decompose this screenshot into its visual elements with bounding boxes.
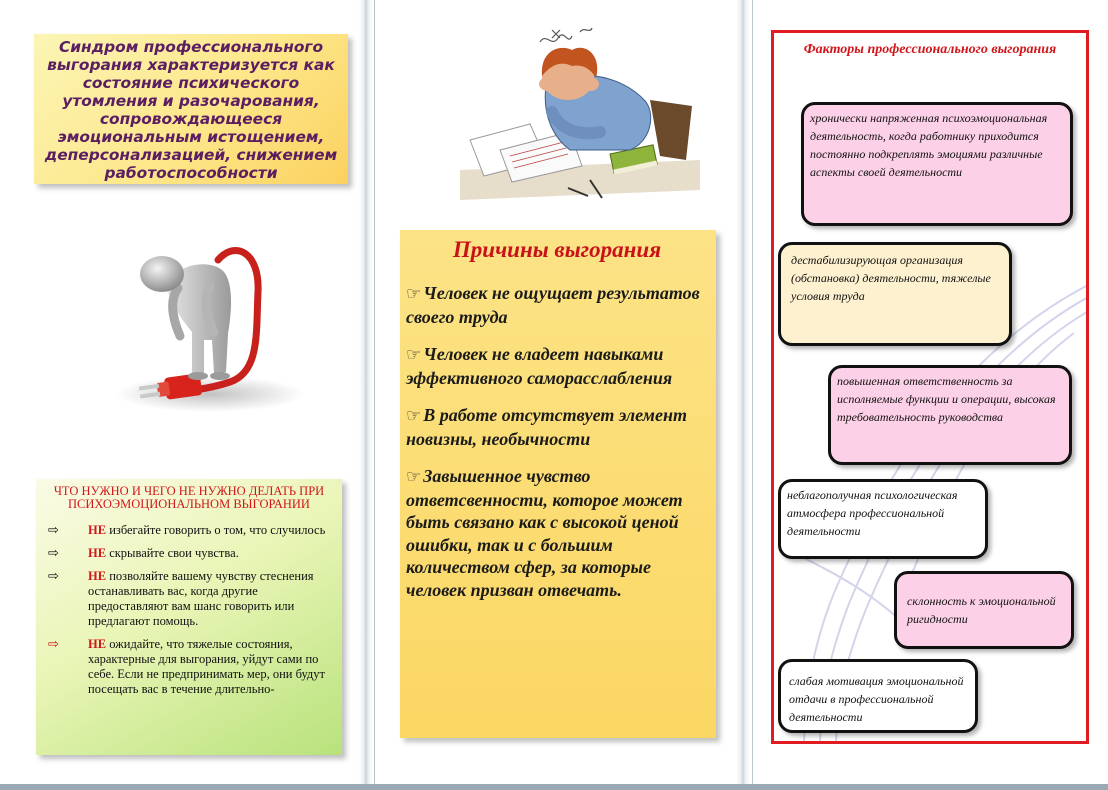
factor-text: неблагополучная психологическая атмосфера профессиональной деятельности	[787, 488, 958, 538]
fold-edge-right	[752, 0, 753, 784]
double-arrow-icon: ⇨	[48, 637, 59, 652]
factor-text: слабая мотивация эмоциональной отдачи в профессиональной деятельности	[789, 674, 964, 724]
factor-text: повышенная ответственность за исполняемые функции и операции, высокая требовательность руководства	[837, 374, 1056, 424]
double-arrow-icon: ⇨	[48, 569, 59, 584]
fold-divider-right	[736, 0, 750, 784]
pointing-hand-icon: ☞	[406, 345, 422, 365]
factor-box	[894, 571, 1074, 649]
factor-box	[778, 479, 988, 559]
pointing-hand-icon: ☞	[406, 284, 422, 304]
dos-item	[44, 523, 334, 538]
stressed-person-image	[460, 20, 700, 210]
reason-item	[406, 343, 708, 389]
reason-text: Завышенное чувство ответсвенности, которое может быть связано как с высокой ценой ошибки, так и с большим количеством сфер, за которые человек призван отвечать.	[406, 466, 683, 600]
reason-item	[406, 465, 708, 601]
reason-text: Человек не ощущает результатов своего труда	[406, 283, 700, 327]
reason-item	[406, 282, 708, 328]
reason-item	[406, 404, 708, 450]
bottom-bar	[0, 784, 1108, 790]
fold-divider-left	[359, 0, 373, 784]
dos-and-donts-box	[36, 479, 342, 755]
factor-box	[778, 242, 1012, 346]
factor-box	[801, 102, 1073, 226]
dos-item	[44, 569, 334, 629]
dos-title: ЧТО НУЖНО И ЧЕГО НЕ НУЖНО ДЕЛАТЬ ПРИ ПСИХОЭМОЦИОНАЛЬНОМ ВЫГОРАНИИ	[53, 484, 325, 511]
reasons-box	[400, 230, 716, 738]
ne-marker: НЕ	[88, 569, 107, 583]
dos-item-text: скрывайте свои чувства.	[109, 546, 239, 560]
ne-marker: НЕ	[88, 637, 107, 651]
factor-box	[828, 365, 1072, 465]
dos-list	[44, 523, 334, 697]
factor-box	[778, 659, 978, 733]
unplugged-figure-image	[110, 222, 320, 422]
reason-text: Человек не владеет навыками эффективного саморасслабления	[406, 344, 673, 388]
ne-marker: НЕ	[88, 546, 107, 560]
dos-item-text: избегайте говорить о том, что случилось	[109, 523, 326, 537]
ne-marker: НЕ	[88, 523, 107, 537]
dos-item	[44, 637, 334, 697]
factor-text: дестабилизирующая организация (обстановка) деятельности, тяжелые условия труда	[791, 253, 991, 303]
definition-box	[34, 34, 348, 184]
definition-text: Синдром профессионального выгорания характеризуется как состояние психического утомления и разочарования, сопровождающееся эмоциональным истощением, деперсонализацией, снижением работоспособности	[44, 38, 338, 182]
double-arrow-icon: ⇨	[48, 523, 59, 538]
factors-frame	[771, 30, 1089, 744]
pointing-hand-icon: ☞	[406, 406, 422, 426]
factors-title: Факторы профессионального выгорания	[803, 42, 1057, 57]
factor-text: хронически напряженная психоэмоциональная деятельность, когда работнику приходится постоянно подкреплять эмоциями различные аспекты своей деятельности	[810, 111, 1048, 179]
fold-edge-left	[374, 0, 375, 784]
factor-text: склонность к эмоциональной ригидности	[907, 594, 1056, 626]
pointing-hand-icon: ☞	[406, 467, 422, 487]
dos-item-text: ожидайте, что тяжелые состояния, характерные для выгорания, уйдут сами по себе. Если не предпринимать мер, они будут посещать вас в течение длительно-	[88, 637, 325, 696]
reasons-title: Причины выгорания	[452, 237, 662, 262]
double-arrow-icon: ⇨	[48, 546, 59, 561]
dos-item-text: позволяйте вашему чувству стеснения останавливать вас, когда другие предоставляют вам шанс говорить или предлагают помощь.	[88, 569, 314, 628]
dos-item	[44, 546, 334, 561]
reason-text: В работе отсутствует элемент новизны, необычности	[406, 405, 688, 449]
